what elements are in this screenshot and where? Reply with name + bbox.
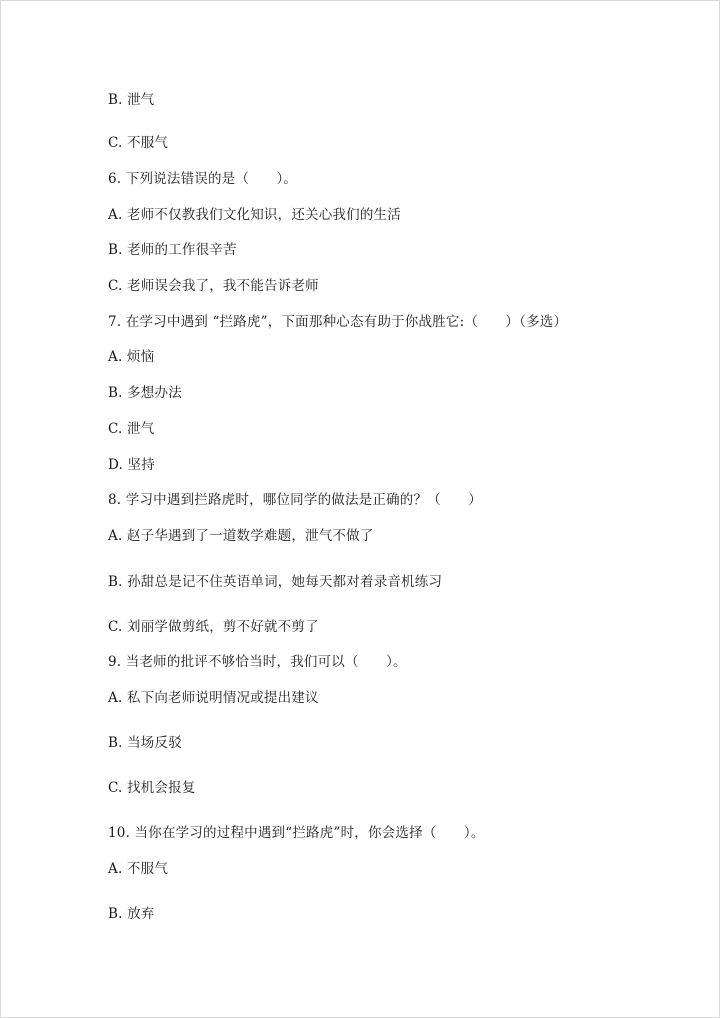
option-a-q6: A. 老师不仅教我们文化知识，还关心我们的生活 [108,207,401,223]
option-a-q7: A. 烦恼 [108,349,155,365]
option-d-q7: D. 坚持 [108,457,155,473]
option-c-q6: C. 老师误会我了，我不能告诉老师 [108,278,319,294]
question-6: 6. 下列说法错误的是（ ）。 [108,171,298,187]
option-c-q7: C. 泄气 [108,421,155,437]
option-b-q8: B. 孙甜总是记不住英语单词，她每天都对着录音机练习 [108,574,443,590]
option-a-q9: A. 私下向老师说明情况或提出建议 [108,690,319,706]
question-9: 9. 当老师的批评不够恰当时，我们可以（ ）。 [108,654,407,670]
question-7: 7. 在学习中遇到 “拦路虎”，下面那种心态有助于你战胜它:（ ）（多选） [108,314,568,330]
option-c-q8: C. 刘丽学做剪纸，剪不好就不剪了 [108,619,319,635]
option-b-q5: B. 泄气 [108,92,155,108]
option-c-q5: C. 不服气 [108,135,169,151]
option-a-q10: A. 不服气 [108,861,169,877]
option-b-q10: B. 放弃 [108,906,155,922]
option-c-q9: C. 找机会报复 [108,780,196,796]
option-b-q9: B. 当场反驳 [108,735,182,751]
option-a-q8: A. 赵子华遇到了一道数学难题，泄气不做了 [108,528,374,544]
option-b-q6: B. 老师的工作很辛苦 [108,242,237,258]
option-b-q7: B. 多想办法 [108,385,182,401]
question-8: 8. 学习中遇到拦路虎时，哪位同学的做法是正确的？（ ） [108,492,482,508]
question-10: 10. 当你在学习的过程中遇到“拦路虎”时，你会选择（ ）。 [108,825,485,841]
